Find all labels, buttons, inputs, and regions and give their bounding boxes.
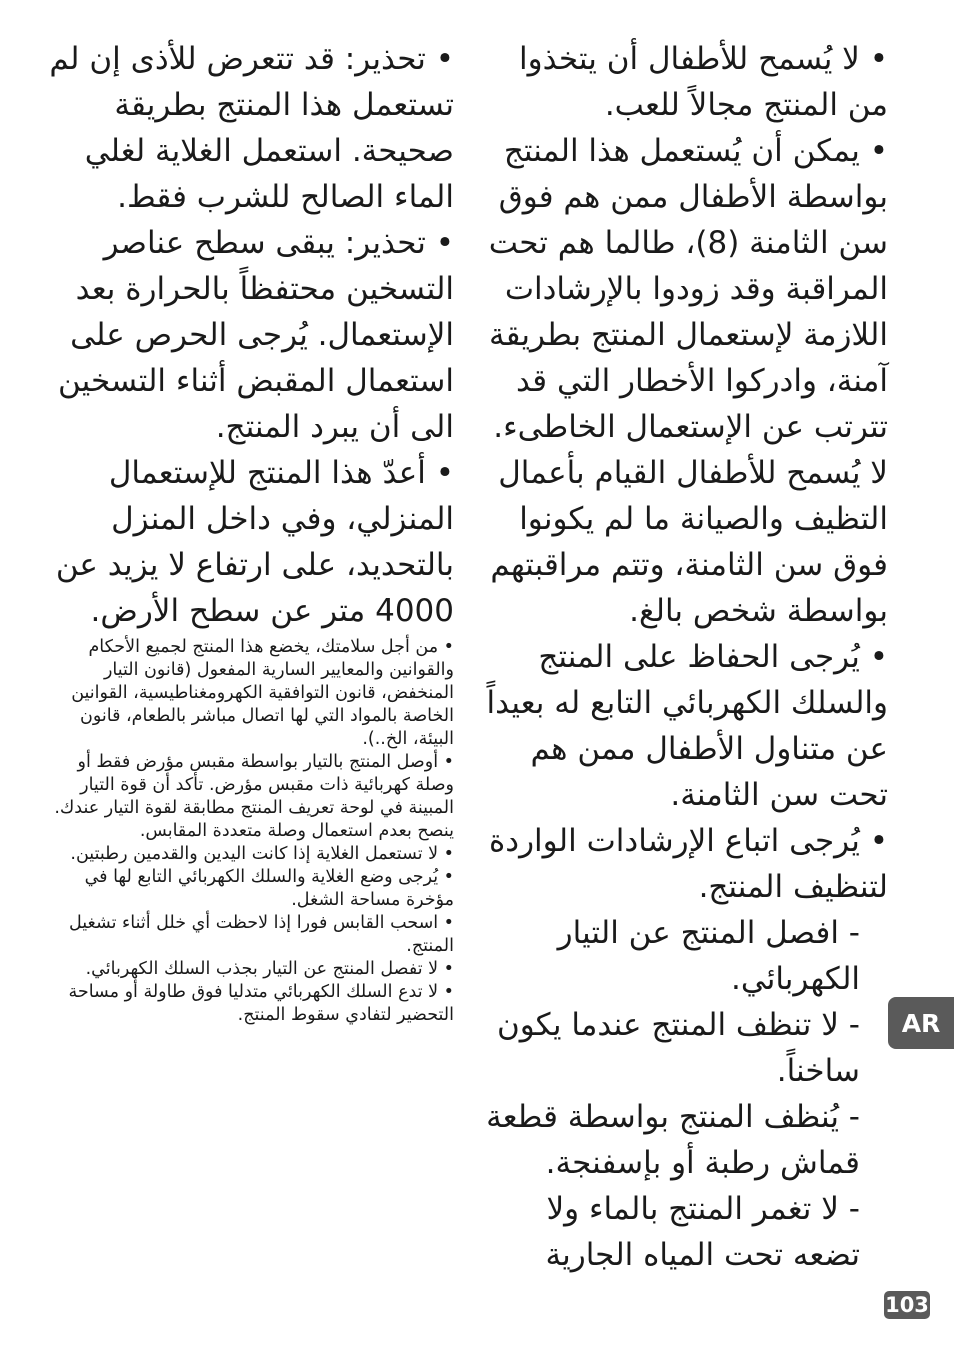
left-household-use: • أعدّ هذا المنتج للإستعمال المنزلي، وفي داخل المنزل بالتحديد، على ارتفاع لا يزيد عن 4000 متر عن سطح الأرض.: [55, 455, 454, 629]
small-bullet-wet-hands: • لا تستعمل الغلاية إذا كانت اليدين والقدمين رطبتين.: [70, 844, 454, 864]
left-warning-heat: • تحذير: يبقى سطح عناصر التسخين محتفظاً بالحرارة بعد الإستعمال. يُرجى الحرص على استعمال المقبض أثناء التسخين الى أن يبرد المنتج.: [58, 225, 454, 445]
small-bullet-cord-hang: • لا تدع السلك الكهربائي متدليا فوق طاولة أو مساحة التحضير لتفادي سقوط المنتج.: [68, 982, 454, 1025]
cleaning-step-unplug: - افصل المنتج عن التيار الكهربائي.: [557, 915, 860, 997]
right-bullet-children-play: • لا يُسمح للأطفال أن يتخذوا من المنتج مجالاً للعب.: [519, 41, 888, 123]
right-bullet-keep-away: • يُرجى الحفاظ على المنتج والسلك الكهربائي التابع له بعيداً عن متناول الأطفال ممن هم تحت سن الثامنة.: [486, 639, 888, 813]
language-tab: AR: [888, 997, 954, 1049]
small-bullet-placement: • يُرجى وضع الغلاية والسلك الكهربائي التابع لها في مؤخرة مساحة الشغل.: [84, 867, 454, 910]
small-bullet-standards: • من أجل سلامتك، يخضع هذا المنتج لجميع الأحكام والقوانين والمعايير السارية المفعول (قانون التيار المنخفض، قانون التوافقية الكهرومغناطيسية، القوانين الخاصة بالمواد التي لها اتصال مباشر بالطعام، قانون البيئة، الخ..).: [71, 637, 454, 749]
small-bullet-unplug-fault: • اسحب القابس فورا إذا لاحظت أي خلل أثناء تشغيل المنتج.: [69, 913, 454, 956]
cleaning-step-cloth: - يُنظف المنتج بواسطة قطعة قماش رطبة أو بإسفنجة.: [486, 1099, 860, 1181]
right-bullet-cleaning: • يُرجى اتباع الإرشادات الواردة لتنظيف المنتج.: [489, 823, 888, 905]
page-number: 103: [885, 1293, 929, 1317]
left-column: [44, 36, 454, 1027]
small-bullet-cord-pull: • لا تفصل المنتج عن التيار بجذب السلك الكهربائي.: [85, 959, 454, 979]
right-bullet-children-use: • يمكن أن يُستعمل هذا المنتج بواسطة الأطفال ممن هم فوق سن الثامنة (8)، طالما هم تحت المراقبة وقد زودوا بالإرشادات اللازمة لإستعمال المنتج بطريقة آمنة، وادركوا الأخطار التي قد تترتب عن الإستعمال الخاطىء. لا يُسمح للأطفال القيام بأعمال التظيف والصيانة ما لم يكونوا فوق سن الثامنة، وتتم مراقبتهم بواسطة شخص بالغ.: [488, 133, 888, 629]
right-column: [486, 36, 888, 1278]
left-large-text: [44, 36, 454, 634]
cleaning-step-hot: - لا تنظف المنتج عندما يكون ساخناً.: [496, 1007, 860, 1089]
cleaning-step-water: - لا تغمر المنتج بالماء ولا تضعه تحت المياه الجارية: [545, 1191, 860, 1273]
left-small-text: [44, 636, 454, 1027]
small-bullet-earthed-socket: • أوصل المنتج بالتيار بواسطة مقبس مؤرض فقط أو وصلة كهربائية ذات مقبس مؤرض. تأكد أن قوة التيار المبينة في لوحة تعريف المنتج مطابقة لقوة التيار عندك. ينصح بعدم استعمال وصلة متعددة المقابس.: [54, 752, 454, 841]
left-warning-injury: • تحذير: قد تتعرض للأذى إن لم تستعمل هذا المنتج بطريقة صحيحة. استعمل الغلاية لغلي الماء الصالح للشرب فقط.: [49, 41, 454, 215]
